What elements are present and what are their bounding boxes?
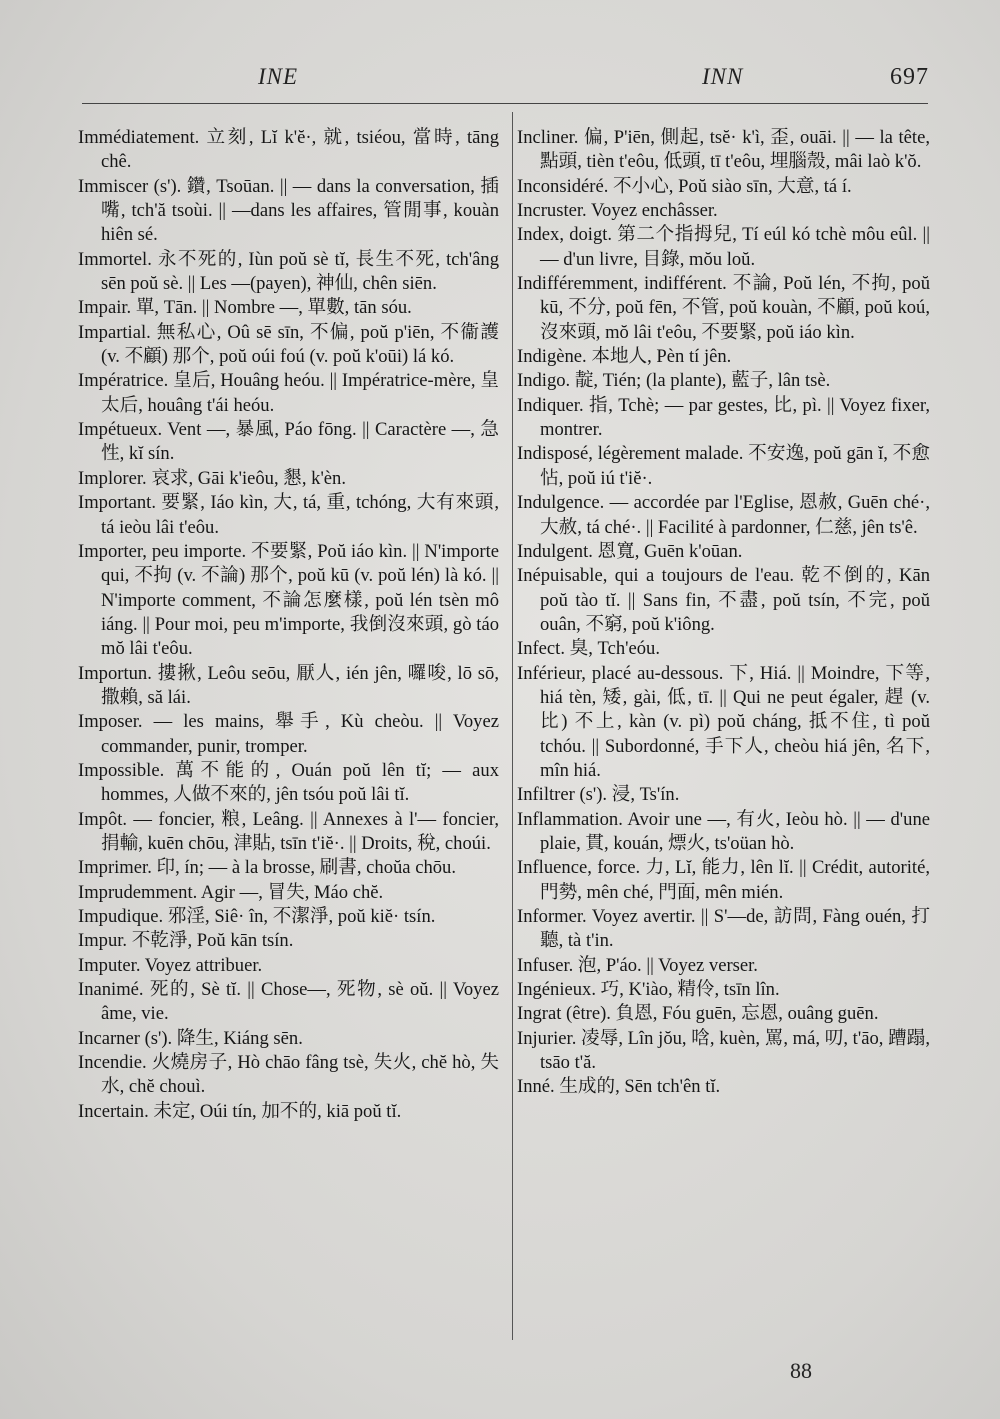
left-column [78,126,499,1124]
dictionary-entry: Influence, force. 力, Lĭ, 能力, lên lĭ. || Crédit, autorité, 門勢, mên ché, 門面, mên mién. [517,857,930,903]
header-rule [82,103,928,104]
dictionary-entry: Impartial. 無私心, Oû sē sīn, 不偏, poŭ p'iēn, 不衞護 (v. 不顧) 那个, poŭ oúi foú (v. poŭ k'oūi) lá kó. [78,321,499,368]
dictionary-entry: Inanimé. 死的, Sè tĭ. || Chose—, 死物, sè oŭ. || Voyez âme, vie. [78,979,499,1025]
dictionary-entry: Implorer. 哀求, Gāi k'ieôu, 懇, k'èn. [78,467,346,489]
dictionary-entry: Imposer. — les mains, 舉手, Kù cheòu. || Voyez commander, punir, tromper. [78,711,499,757]
dictionary-entry: Indiquer. 指, Tchè; — par gestes, 比, pì. || Voyez fixer, montrer. [517,394,930,441]
dictionary-entry: Imprimer. 印, ín; — à la brosse, 刷書, choŭa chōu. [78,857,456,879]
dictionary-entry: Indigène. 本地人, Pèn tí jên. [517,346,732,368]
dictionary-entry: Importun. 摟揪, Leôu seōu, 厭人, ién jên, 囉唆, lō sō, 撒賴, să lái. [78,662,499,708]
dictionary-entry: Incarner (s'). 降生, Kiáng sēn. [78,1027,303,1049]
dictionary-entry: Indulgent. 恩寬, Guēn k'oūan. [517,540,743,562]
dictionary-entry: Impudique. 邪淫, Siê· în, 不潔淨, poŭ kiĕ· tsín. [78,906,436,927]
dictionary-entry: Incendie. 火燒房子, Hò chāo fâng tsè, 失火, chĕ hò, 失水, chĕ chouì. [78,1052,499,1098]
dictionary-entry: Incertain. 未定, Oúi tín, 加不的, kiā poŭ tĭ. [78,1100,402,1122]
dictionary-entry: Infiltrer (s'). 浸, Ts'ín. [517,784,680,806]
dictionary-entry: Indisposé, légèrement malade. 不安逸, poŭ gān ĭ, 不愈怗, poŭ iú t'iĕ·. [517,443,930,489]
dictionary-entry: Inférieur, placé au-dessous. 下, Hiá. || Moindre, 下等, hiá tèn, 矮, gài, 低, tī. || Qui ne peut égaler, 趕 (v. 比) 不上, kàn (v. pì) poŭ cháng, 抵不住, tì poŭ tchóu. || Subordonné, 手下人, cheòu hiá jên, 名下, mîn hiá. [517,662,930,781]
column-divider [512,112,513,1340]
dictionary-entry: Impôt. — foncier, 粮, Leâng. || Annexes à l'— foncier, 捐輸, kuēn chōu, 津貼, tsīn t'iĕ·. || Droits, 稅, choúi. [78,808,499,854]
dictionary-entry: Incliner. 偏, P'iēn, 側起, tsĕ· k'ì, 歪, ouāi. || — la tête, 點頭, tièn t'eôu, 低頭, tī t'eôu, 埋腦殼, mâi laò k'ŏ. [517,127,930,173]
dictionary-entry: Incruster. Voyez enchâsser. [517,200,718,222]
dictionary-entry: Imputer. Voyez attribuer. [78,954,263,976]
dictionary-entry: Infuser. 泡, P'áo. || Voyez verser. [517,954,758,976]
dictionary-entry: Importer, peu importe. 不要緊, Poŭ iáo kìn. || N'importe qui, 不拘 (v. 不論) 那个, poŭ kū (v. poŭ lén) là kó. || N'importe comment, 不論怎麼樣, poŭ lén tsèn mô iáng. || Pour moi, peu m'importe, 我倒沒來頭, gò táo mŏ lâi t'eôu. [78,540,499,660]
dictionary-entry: Indifféremment, indifférent. 不論, Poŭ lén, 不拘, poŭ kū, 不分, poŭ fēn, 不管, poŭ kouàn, 不顧, poŭ koú, 沒來頭, mŏ lâi t'eôu, 不要緊, poŭ iáo kìn. [517,273,930,343]
dictionary-entry: Injurier. 凌辱, Lîn jŏu, 唅, kuèn, 罵, má, 叨, t'āo, 蹧蹋, tsāo t'ă. [517,1027,930,1074]
dictionary-entry: Indulgence. — accordée par l'Eglise, 恩赦, Guēn ché·, 大赦, tá ché·. || Facilité à pardonner, 仁慈, jên ts'ê. [517,492,930,538]
right-column [517,126,930,1100]
dictionary-entry: Immortel. 永不死的, Iùn poŭ sè tĭ, 長生不死, tch'âng sēn poŭ sè. || Les —(payen), 神仙, chên siēn. [78,248,499,295]
dictionary-entry: Informer. Voyez avertir. || S'—de, 訪問, Fàng ouén, 打聽, tà t'in. [517,906,930,952]
dictionary-entry: Ingénieux. 巧, K'iào, 精伶, tsīn lîn. [517,979,780,1001]
guide-word-left: INE [258,64,299,89]
dictionary-entry: Inépuisable, qui a toujours de l'eau. 乾不倒的, Kān poŭ tào tĭ. || Sans fin, 不盡, poŭ tsín, 不完, poŭ ouân, 不窮, poŭ k'iông. [517,565,930,635]
dictionary-entry: Index, doigt. 第二个指拇兒, Tí eúl kó tchè môu eûl. || — d'un livre, 目錄, mŏu loŭ. [517,224,930,270]
dictionary-entry: Indigo. 靛, Tién; (la plante), 藍子, lân tsè. [517,370,831,392]
signature-mark: 88 [790,1358,812,1383]
dictionary-entry: Inné. 生成的, Sēn tch'ên tĭ. [517,1076,721,1098]
guide-word-right: INN [702,64,744,89]
dictionary-entry: Immiscer (s'). 鑽, Tsoūan. || — dans la conversation, 插嘴, tch'ă tsoùi. || —dans les affaires, 管閒事, kouàn hiên sé. [78,175,499,246]
dictionary-entry: Impossible. 萬不能的, Ouán poŭ lên tĭ; — aux hommes, 人做不來的, jên tsóu poŭ lâi tĭ. [78,759,499,806]
dictionary-entry: Inflammation. Avoir une —, 有火, Ieòu hò. || — d'une plaie, 貫, kouán, 熛火, ts'oüan hò. [517,808,930,854]
dictionary-entry: Immédiatement. 立刻, Lĭ k'ĕ·, 就, tsiéou, 當時, tāng chê. [78,127,499,173]
dictionary-entry: Impératrice. 皇后, Houâng heóu. || Impératrice-mère, 皇太后, houâng t'ái heóu. [78,370,499,416]
dictionary-entry: Important. 要緊, Iáo kìn, 大, tá, 重, tchóng, 大有來頭, tá ieòu lâi t'eôu. [78,492,499,538]
dictionary-entry: Ingrat (être). 負恩, Fóu guēn, 忘恩, ouâng guēn. [517,1003,879,1025]
dictionary-entry: Impur. 不乾淨, Poŭ kān tsín. [78,930,294,952]
dictionary-entry: Impair. 單, Tān. || Nombre —, 單數, tān sóu. [78,297,412,319]
dictionary-entry: Imprudemment. Agir —, 冒失, Máo chĕ. [78,881,384,903]
dictionary-entry: Impétueux. Vent —, 暴風, Páo fōng. || Caractère —, 急性, kĭ sín. [78,419,499,465]
dictionary-entry: Inconsidéré. 不小心, Poŭ siào sīn, 大意, tá í. [517,175,852,197]
page-number: 697 [890,64,929,90]
dictionary-entry: Infect. 臭, Tch'eóu. [517,638,660,660]
